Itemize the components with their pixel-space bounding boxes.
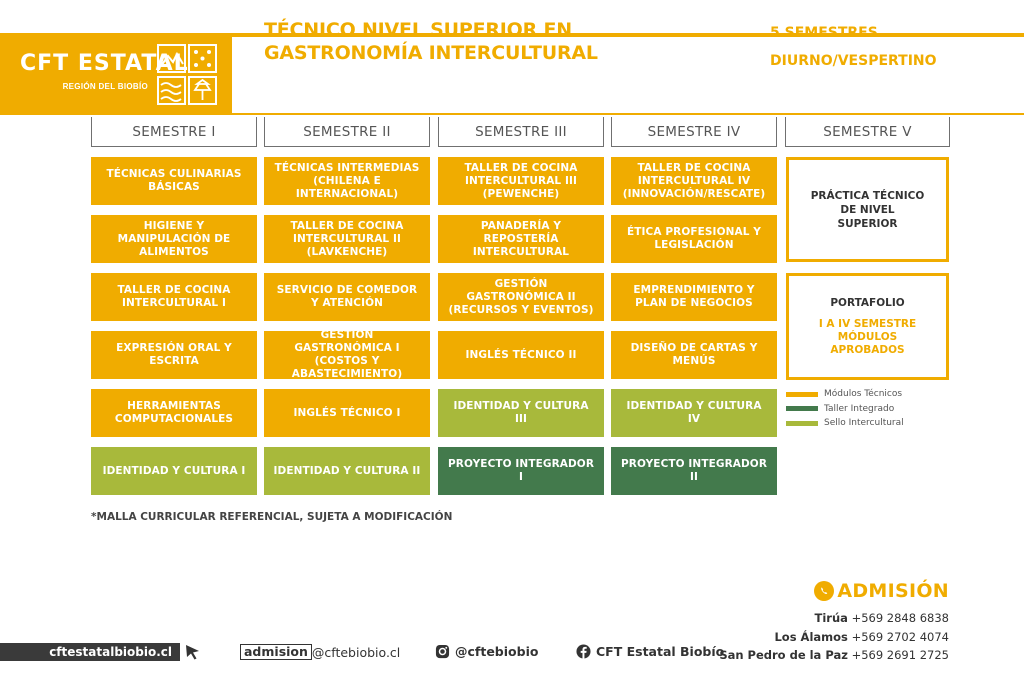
legend-label: Módulos Técnicos: [824, 389, 903, 400]
instagram-icon: [435, 644, 450, 659]
facebook-name: CFT Estatal Biobío: [596, 644, 725, 659]
phone-number: +569 2702 4074: [851, 629, 949, 644]
course-cell: GESTIÓN GASTRONÓMICA II (RECURSOS Y EVENTOS): [438, 273, 604, 321]
course-cell: ÉTICA PROFESIONAL Y LEGISLACIÓN: [611, 215, 777, 263]
logo-mark-icon: [157, 44, 217, 106]
email-domain: @cftebiobio.cl: [311, 644, 401, 660]
facebook-link[interactable]: [576, 644, 724, 659]
course-cell: PANADERÍA Y REPOSTERÍA INTERCULTURAL: [438, 215, 604, 263]
phone-place: Tirúa: [814, 611, 848, 625]
legend-item: [786, 387, 904, 402]
phone-number: +569 2848 6838: [851, 611, 949, 625]
course-cell: IDENTIDAD Y CULTURA III: [438, 389, 604, 437]
logo-name: CFT ESTATAL: [20, 51, 189, 76]
semester-header-1: SEMESTRE I: [91, 117, 257, 147]
phone-row[interactable]: [719, 646, 949, 665]
course-cell: IDENTIDAD Y CULTURA I: [91, 447, 257, 495]
legend-swatch: [786, 406, 818, 411]
website-link[interactable]: cftestatalbiobio.cl: [0, 643, 180, 661]
duration: 5 SEMESTRES: [770, 25, 878, 41]
phone-place: San Pedro de la Paz: [719, 648, 848, 662]
course-cell: PROYECTO INTEGRADOR I: [438, 447, 604, 495]
phone-row[interactable]: [719, 628, 949, 647]
practica-box: [786, 157, 949, 262]
portafolio-box: [786, 273, 949, 380]
course-cell: EXPRESIÓN ORAL Y ESCRITA: [91, 331, 257, 379]
phone-place: Los Álamos: [774, 629, 848, 644]
schedule: DIURNO/VESPERTINO: [770, 53, 937, 69]
course-cell: GESTIÓN GASTRONÓMICA I (COSTOS Y ABASTECIMIENTO): [264, 331, 430, 379]
portafolio-label: PORTAFOLIO: [830, 297, 905, 309]
email-link[interactable]: [240, 644, 400, 660]
logo-mark: [157, 44, 217, 106]
legend-item: [786, 416, 904, 431]
admission-title: ADMISIÓN: [837, 580, 949, 602]
course-cell: INGLÉS TÉCNICO I: [264, 389, 430, 437]
course-cell: TALLER DE COCINA INTERCULTURAL III (PEWENCHE): [438, 157, 604, 205]
program-title: TÉCNICO NIVEL SUPERIOR EN GASTRONOMÍA INTERCULTURAL: [264, 19, 598, 64]
phone-list: [719, 609, 949, 665]
course-cell: INGLÉS TÉCNICO II: [438, 331, 604, 379]
email-user: admision: [240, 644, 312, 660]
course-cell: TALLER DE COCINA INTERCULTURAL I: [91, 273, 257, 321]
course-cell: DISEÑO DE CARTAS Y MENÚS: [611, 331, 777, 379]
semester-header-3: SEMESTRE III: [438, 117, 604, 147]
practica-label: PRÁCTICA TÉCNICO DE NIVEL SUPERIOR: [810, 189, 925, 230]
logo-region: REGIÓN DEL BIOBÍO: [62, 82, 148, 91]
course-cell: EMPRENDIMIENTO Y PLAN DE NEGOCIOS: [611, 273, 777, 321]
legend: [786, 387, 904, 431]
course-cell: HERRAMIENTAS COMPUTACIONALES: [91, 389, 257, 437]
admission-header: [814, 580, 949, 602]
cursor-icon: [184, 643, 202, 661]
phone-row[interactable]: [719, 609, 949, 628]
semester-header-4: SEMESTRE IV: [611, 117, 777, 147]
course-cell: PROYECTO INTEGRADOR II: [611, 447, 777, 495]
legend-label: Sello Intercultural: [824, 418, 904, 429]
legend-swatch: [786, 421, 818, 426]
footnote: *MALLA CURRICULAR REFERENCIAL, SUJETA A MODIFICACIÓN: [91, 511, 453, 523]
course-cell: IDENTIDAD Y CULTURA IV: [611, 389, 777, 437]
course-cell: TÉCNICAS INTERMEDIAS (CHILENA E INTERNACIONAL): [264, 157, 430, 205]
course-cell: TALLER DE COCINA INTERCULTURAL II (LAVKENCHE): [264, 215, 430, 263]
semester-header-5: SEMESTRE V: [785, 117, 950, 147]
instagram-link[interactable]: [435, 644, 538, 659]
portafolio-sub: I A IV SEMESTRE MÓDULOS APROBADOS: [818, 318, 917, 356]
phone-number: +569 2691 2725: [851, 648, 949, 662]
whatsapp-icon: [814, 581, 834, 601]
facebook-icon: [576, 644, 591, 659]
course-cell: TALLER DE COCINA INTERCULTURAL IV (INNOVACIÓN/RESCATE): [611, 157, 777, 205]
course-cell: IDENTIDAD Y CULTURA II: [264, 447, 430, 495]
legend-label: Taller Integrado: [824, 403, 895, 414]
course-cell: SERVICIO DE COMEDOR Y ATENCIÓN: [264, 273, 430, 321]
legend-swatch: [786, 392, 818, 397]
semester-header-2: SEMESTRE II: [264, 117, 430, 147]
program-meta: [770, 19, 937, 75]
legend-item: [786, 402, 904, 417]
course-cell: HIGIENE Y MANIPULACIÓN DE ALIMENTOS: [91, 215, 257, 263]
instagram-handle: @cftebiobio: [455, 644, 539, 659]
course-cell: TÉCNICAS CULINARIAS BÁSICAS: [91, 157, 257, 205]
